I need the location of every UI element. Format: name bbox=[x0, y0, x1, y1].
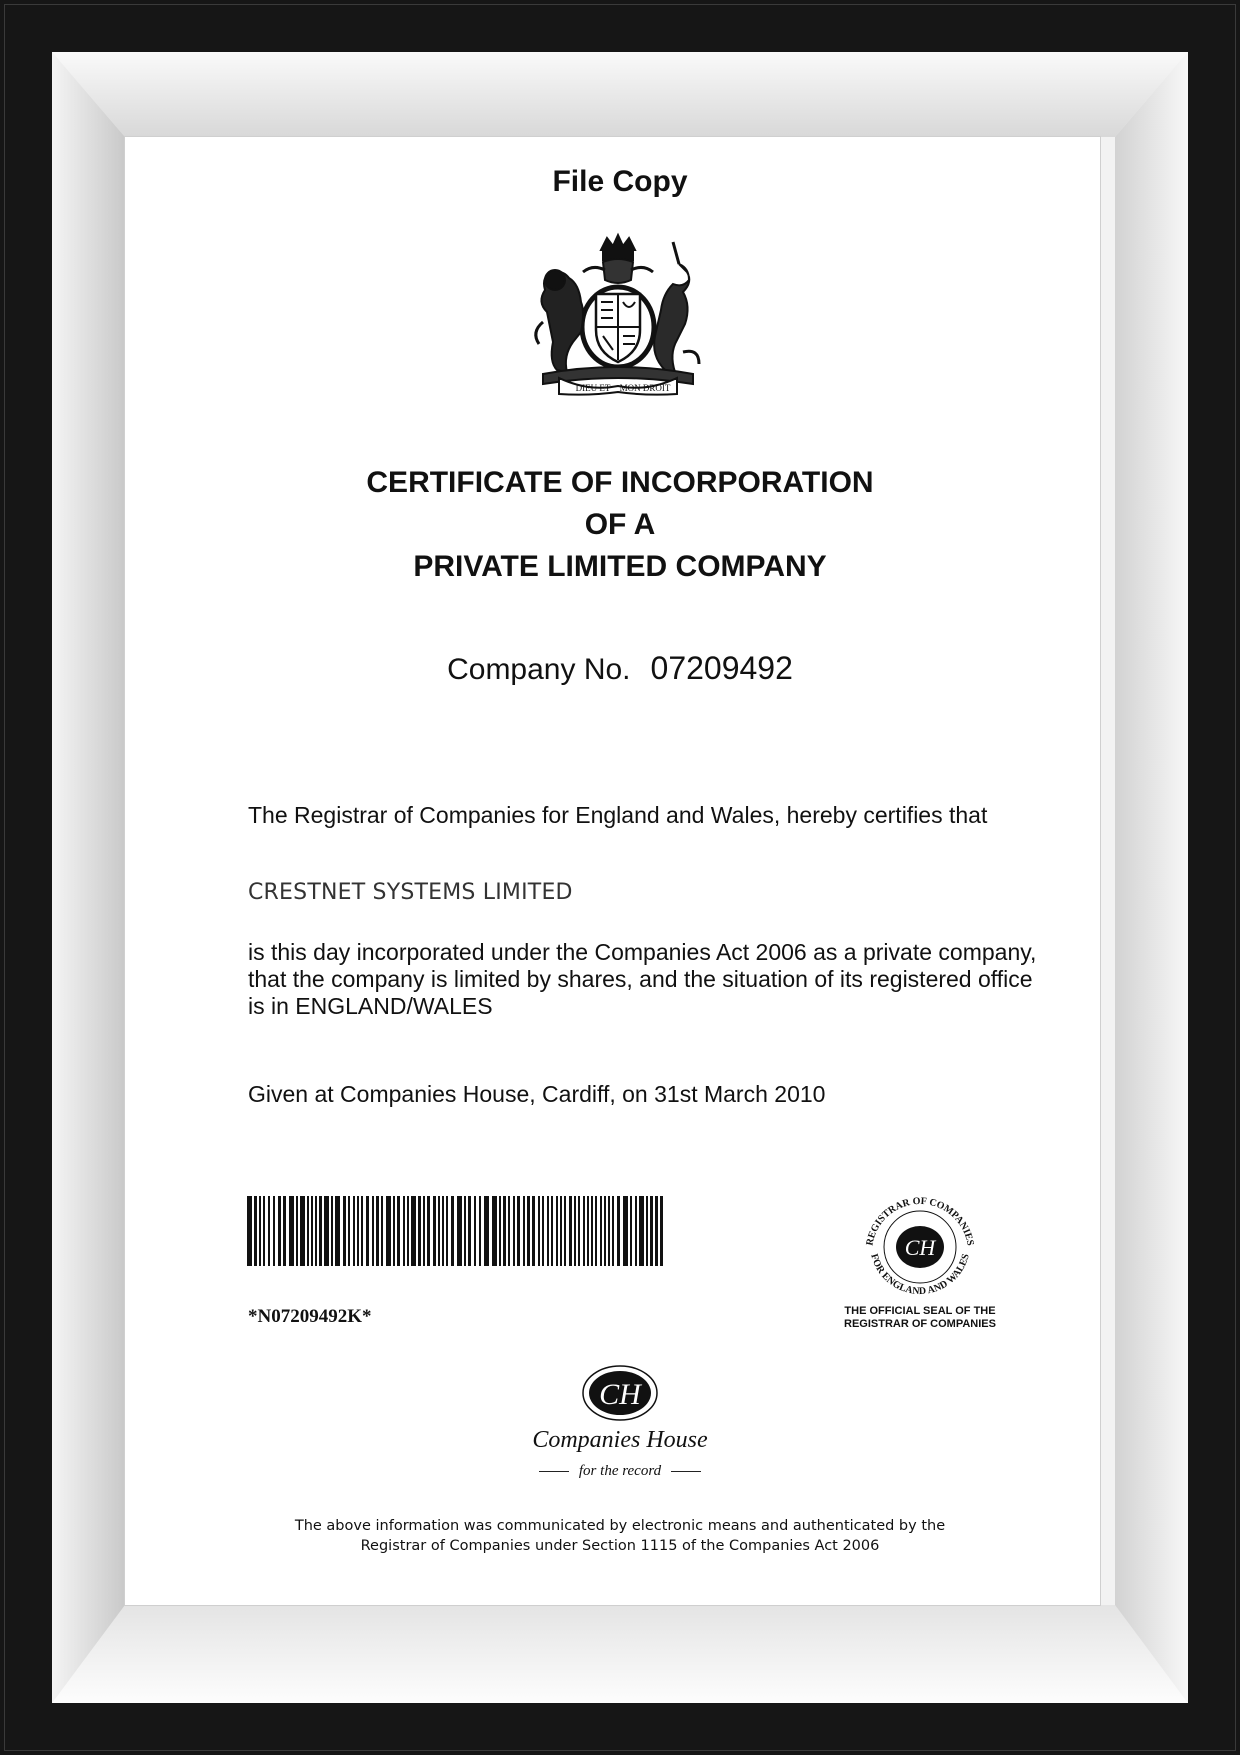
barcode-bar bbox=[587, 1196, 589, 1266]
barcode-bar bbox=[331, 1196, 333, 1266]
barcode-bar bbox=[464, 1196, 466, 1266]
royal-coat-of-arms-icon bbox=[523, 232, 713, 397]
barcode-bar bbox=[393, 1196, 395, 1266]
barcode-bar bbox=[517, 1196, 520, 1266]
barcode-bar bbox=[278, 1196, 281, 1266]
barcode-bar bbox=[542, 1196, 544, 1266]
barcode-bar bbox=[353, 1196, 355, 1266]
barcode-bar bbox=[591, 1196, 593, 1266]
barcode-bar bbox=[574, 1196, 576, 1266]
company-name: CRESTNET SYSTEMS LIMITED bbox=[248, 880, 573, 905]
barcode-bar bbox=[660, 1196, 663, 1266]
barcode-bar bbox=[551, 1196, 553, 1266]
barcode-bar bbox=[538, 1196, 540, 1266]
barcode-bar bbox=[259, 1196, 261, 1266]
barcode-bar bbox=[474, 1196, 476, 1266]
seal-caption-line1: THE OFFICIAL SEAL OF THE bbox=[844, 1305, 996, 1317]
barcode-bar bbox=[403, 1196, 405, 1266]
barcode-bar bbox=[604, 1196, 606, 1266]
motto-right: MON DROIT bbox=[619, 383, 671, 393]
barcode-bar bbox=[630, 1196, 632, 1266]
seal-ring-bottom: FOR ENGLAND AND WALES bbox=[868, 1252, 972, 1297]
barcode-bar bbox=[623, 1196, 628, 1266]
barcode-bar bbox=[438, 1196, 440, 1266]
barcode-bar bbox=[315, 1196, 317, 1266]
barcode-bar bbox=[348, 1196, 350, 1266]
barcode-bar bbox=[307, 1196, 309, 1266]
barcode-bar bbox=[357, 1196, 359, 1266]
barcode-bar bbox=[451, 1196, 454, 1266]
barcode-bar bbox=[376, 1196, 379, 1266]
barcode-bar bbox=[479, 1196, 481, 1266]
companies-house-tagline bbox=[0, 1463, 1240, 1480]
barcode-bar bbox=[564, 1196, 566, 1266]
barcode-bar bbox=[639, 1196, 644, 1266]
barcode-bar bbox=[442, 1196, 444, 1266]
barcode-bar bbox=[608, 1196, 610, 1266]
footer-line2: Registrar of Companies under Section 1115 of the Companies Act 2006 bbox=[360, 1538, 880, 1554]
barcode-bar bbox=[397, 1196, 400, 1266]
barcode-bar bbox=[366, 1196, 369, 1266]
barcode-bar bbox=[372, 1196, 374, 1266]
barcode-bar bbox=[468, 1196, 471, 1266]
company-number bbox=[0, 650, 1240, 687]
seal-monogram: CH bbox=[904, 1235, 936, 1260]
tagline-text: for the record bbox=[578, 1463, 662, 1479]
barcode-bar bbox=[283, 1196, 286, 1266]
barcode-bar bbox=[418, 1196, 421, 1266]
barcode-bar bbox=[650, 1196, 653, 1266]
barcode-bar bbox=[527, 1196, 530, 1266]
barcode-bar bbox=[296, 1196, 298, 1266]
motto-left: DIEU ET bbox=[575, 383, 611, 393]
barcode-bar bbox=[427, 1196, 430, 1266]
barcode-bar bbox=[300, 1196, 305, 1266]
barcode-bar bbox=[254, 1196, 257, 1266]
barcode-bar bbox=[595, 1196, 597, 1266]
barcode-bar bbox=[273, 1196, 275, 1266]
barcode bbox=[247, 1196, 665, 1266]
company-number-value: 07209492 bbox=[650, 650, 793, 686]
barcode-bar bbox=[446, 1196, 448, 1266]
barcode-bar bbox=[583, 1196, 585, 1266]
incorporation-paragraph: is this day incorporated under the Companies Act 2006 as a private company, that the company is limited by shares, and the situation of its registered office is in ENGLAND/WALES bbox=[248, 939, 1037, 1019]
barcode-text: *N07209492K* bbox=[248, 1306, 372, 1327]
barcode-bar bbox=[556, 1196, 558, 1266]
barcode-bar bbox=[569, 1196, 572, 1266]
barcode-bar bbox=[484, 1196, 489, 1266]
barcode-bar bbox=[503, 1196, 506, 1266]
barcode-bar bbox=[523, 1196, 525, 1266]
barcode-bar bbox=[655, 1196, 658, 1266]
certificate-title-line2: OF A bbox=[584, 508, 656, 541]
barcode-bar bbox=[457, 1196, 462, 1266]
barcode-bar bbox=[635, 1196, 637, 1266]
barcode-bar bbox=[289, 1196, 294, 1266]
barcode-bar bbox=[560, 1196, 562, 1266]
barcode-bar bbox=[268, 1196, 270, 1266]
barcode-bar bbox=[423, 1196, 425, 1266]
seal-caption-line2: REGISTRAR OF COMPANIES bbox=[844, 1318, 996, 1330]
barcode-bar bbox=[646, 1196, 648, 1266]
barcode-bar bbox=[263, 1196, 265, 1266]
barcode-bar bbox=[343, 1196, 346, 1266]
barcode-bar bbox=[499, 1196, 501, 1266]
companies-house-name: Companies House bbox=[532, 1427, 708, 1453]
certification-paragraph: The Registrar of Companies for England and Wales, hereby certifies that bbox=[248, 802, 988, 828]
companies-house-logo-icon bbox=[581, 1364, 659, 1422]
barcode-bar bbox=[547, 1196, 549, 1266]
seal-ring-top: REGISTRAR OF COMPANIES bbox=[864, 1195, 976, 1247]
barcode-bar bbox=[319, 1196, 322, 1266]
barcode-bar bbox=[433, 1196, 436, 1266]
barcode-bar bbox=[411, 1196, 416, 1266]
registrar-seal bbox=[850, 1192, 990, 1297]
barcode-bar bbox=[532, 1196, 535, 1266]
barcode-bar bbox=[247, 1196, 252, 1266]
barcode-bar bbox=[324, 1196, 329, 1266]
barcode-bar bbox=[612, 1196, 614, 1266]
barcode-bar bbox=[311, 1196, 313, 1266]
certificate-title-line3: PRIVATE LIMITED COMPANY bbox=[413, 550, 827, 583]
barcode-bar bbox=[617, 1196, 620, 1266]
ch-monogram: CH bbox=[599, 1378, 641, 1411]
barcode-bar bbox=[492, 1196, 497, 1266]
certificate-title-line1: CERTIFICATE OF INCORPORATION bbox=[366, 466, 874, 499]
footer-line1: The above information was communicated by electronic means and authenticated by the bbox=[294, 1518, 946, 1534]
given-at-statement: Given at Companies House, Cardiff, on 31st March 2010 bbox=[248, 1081, 826, 1107]
barcode-bar bbox=[508, 1196, 510, 1266]
barcode-bar bbox=[578, 1196, 580, 1266]
barcode-bar bbox=[335, 1196, 340, 1266]
barcode-bar bbox=[513, 1196, 515, 1266]
company-number-label: Company No. bbox=[447, 653, 631, 686]
file-copy-heading: File Copy bbox=[552, 165, 688, 198]
barcode-bar bbox=[381, 1196, 383, 1266]
tagline-rule-right bbox=[671, 1471, 701, 1472]
seal-caption bbox=[800, 1305, 1040, 1331]
barcode-bar bbox=[407, 1196, 409, 1266]
barcode-bar bbox=[386, 1196, 391, 1266]
barcode-bar bbox=[361, 1196, 363, 1266]
barcode-bar bbox=[600, 1196, 602, 1266]
tagline-rule-left bbox=[539, 1471, 569, 1472]
